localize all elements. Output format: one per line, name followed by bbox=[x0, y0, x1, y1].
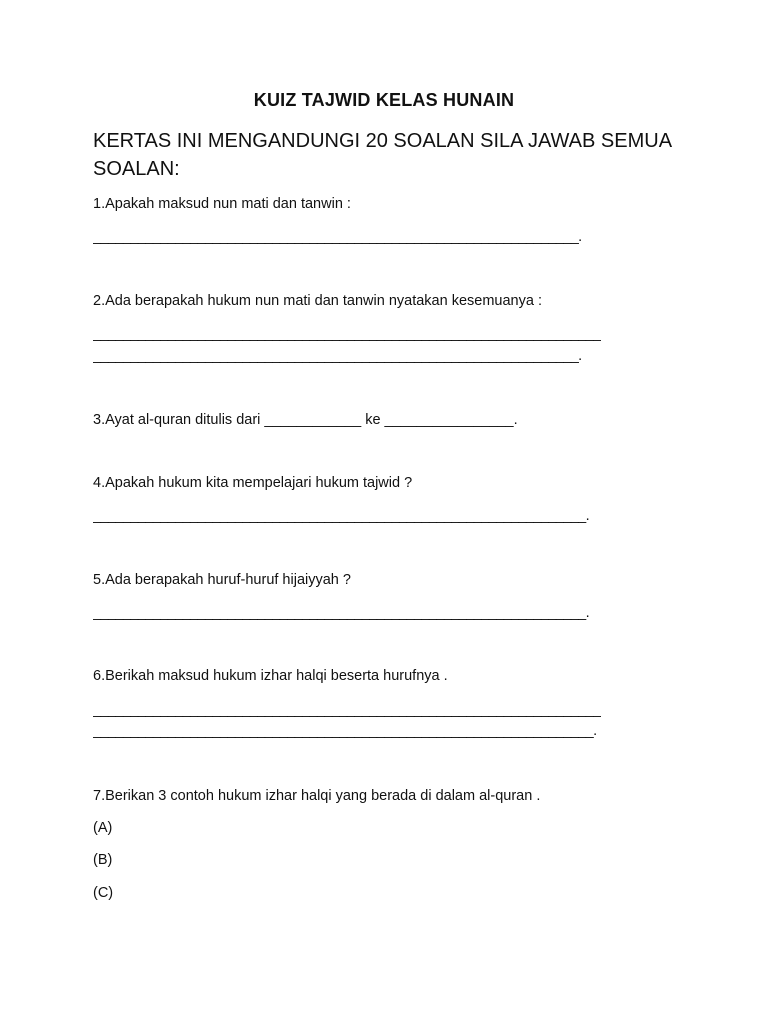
question-7: 7.Berikan 3 contoh hukum izhar halqi yang berada di dalam al-quran . bbox=[93, 788, 541, 804]
question-1: 1.Apakah maksud nun mati dan tanwin : bbox=[93, 196, 351, 212]
question-4: 4.Apakah hukum kita mempelajari hukum tajwid ? bbox=[93, 475, 413, 491]
answer-line-6a[interactable]: ____________________________________________________________________ bbox=[93, 702, 601, 718]
option-c[interactable]: (C) bbox=[93, 885, 114, 901]
question-2: 2.Ada berapakah hukum nun mati dan tanwin nyatakan kesemuanya : bbox=[93, 293, 542, 309]
answer-line-4[interactable]: __________________________________________________________________. bbox=[93, 508, 590, 524]
answer-line-2b[interactable]: _________________________________________________________________. bbox=[93, 348, 582, 364]
answer-line-2a[interactable]: ____________________________________________________________________ bbox=[93, 326, 601, 342]
answer-line-6b[interactable]: ___________________________________________________________________. bbox=[93, 723, 597, 739]
question-6: 6.Berikah maksud hukum izhar halqi beserta hurufnya . bbox=[93, 668, 448, 684]
question-3: 3.Ayat al-quran ditulis dari ____________ ke ________________. bbox=[93, 412, 518, 428]
answer-line-5[interactable]: __________________________________________________________________. bbox=[93, 605, 590, 621]
question-5: 5.Ada berapakah huruf-huruf hijaiyyah ? bbox=[93, 572, 351, 588]
option-b[interactable]: (B) bbox=[93, 852, 113, 868]
option-a[interactable]: (A) bbox=[93, 820, 113, 836]
page-title: KUIZ TAJWID KELAS HUNAIN bbox=[253, 90, 515, 110]
answer-line-1[interactable]: _________________________________________________________________. bbox=[93, 229, 582, 245]
instruction-text: KERTAS INI MENGANDUNGI 20 SOALAN SILA JAWAB SEMUA SOALAN: bbox=[93, 130, 671, 180]
